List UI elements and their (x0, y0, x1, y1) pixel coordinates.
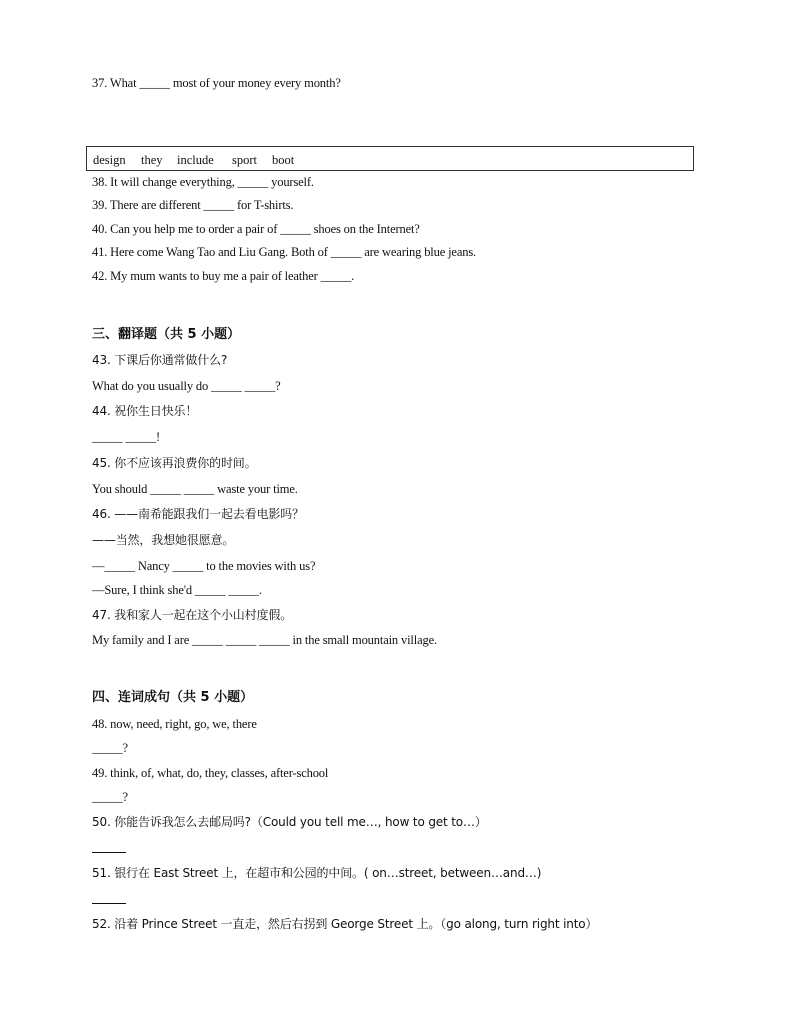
question-48: 48. now, need, right, go, we, there (92, 717, 257, 731)
section-3-title: 三、翻译题（共 5 小题） (92, 327, 241, 342)
question-41: 41. Here come Wang Tao and Liu Gang. Both of _____ are wearing blue jeans. (92, 245, 477, 259)
question-46-chinese-2: ——当然，我想她很愿意。 (92, 533, 235, 547)
word-bank-word: they (141, 153, 163, 167)
word-bank-box (86, 146, 694, 171)
word-bank-word: design (93, 153, 126, 167)
question-52: 52. 沿着 Prince Street 一直走，然后右拐到 George Street 上。（go along, turn right into） (92, 917, 598, 931)
question-46-english-1: —_____ Nancy _____ to the movies with us? (92, 559, 316, 573)
word-bank-word: include (177, 153, 214, 167)
question-46-chinese-1: 46. ——南希能跟我们一起去看电影吗？ (92, 507, 304, 521)
question-48-answer: _____? (92, 741, 128, 755)
question-51: 51. 银行在 East Street 上，在超市和公园的中间。( on…street, between…and…) (92, 866, 542, 880)
word-bank-word: boot (272, 153, 295, 167)
question-47-english: My family and I are _____ _____ _____ in the small mountain village. (92, 633, 437, 647)
question-49-answer: _____? (92, 790, 128, 804)
question-46-english-2: —Sure, I think she'd _____ _____. (92, 583, 262, 597)
question-38: 38. It will change everything, _____ yourself. (92, 175, 314, 189)
question-49: 49. think, of, what, do, they, classes, after-school (92, 766, 329, 780)
question-45-chinese: 45. 你不应该再浪费你的时间。 (92, 456, 257, 470)
question-47-chinese: 47. 我和家人一起在这个小山村度假。 (92, 608, 293, 622)
answer-blank-51 (92, 903, 126, 904)
section-4-title: 四、连词成句（共 5 小题） (92, 690, 254, 705)
question-44-chinese: 44. 祝你生日快乐！ (92, 404, 198, 418)
question-50: 50. 你能告诉我怎么去邮局吗?（Could you tell me…, how to get to…） (92, 815, 487, 829)
question-44-english: _____ _____! (92, 430, 160, 444)
question-40: 40. Can you help me to order a pair of _____ shoes on the Internet? (92, 222, 420, 236)
question-39: 39. There are different _____ for T-shirts. (92, 198, 294, 212)
question-43-english: What do you usually do _____ _____? (92, 379, 281, 393)
question-42: 42. My mum wants to buy me a pair of leather _____. (92, 269, 355, 283)
question-45-english: You should _____ _____ waste your time. (92, 482, 298, 496)
question-37: 37. What _____ most of your money every month? (92, 76, 341, 90)
question-43-chinese: 43. 下课后你通常做什么? (92, 353, 228, 367)
answer-blank-50 (92, 852, 126, 853)
word-bank-word: sport (232, 153, 257, 167)
